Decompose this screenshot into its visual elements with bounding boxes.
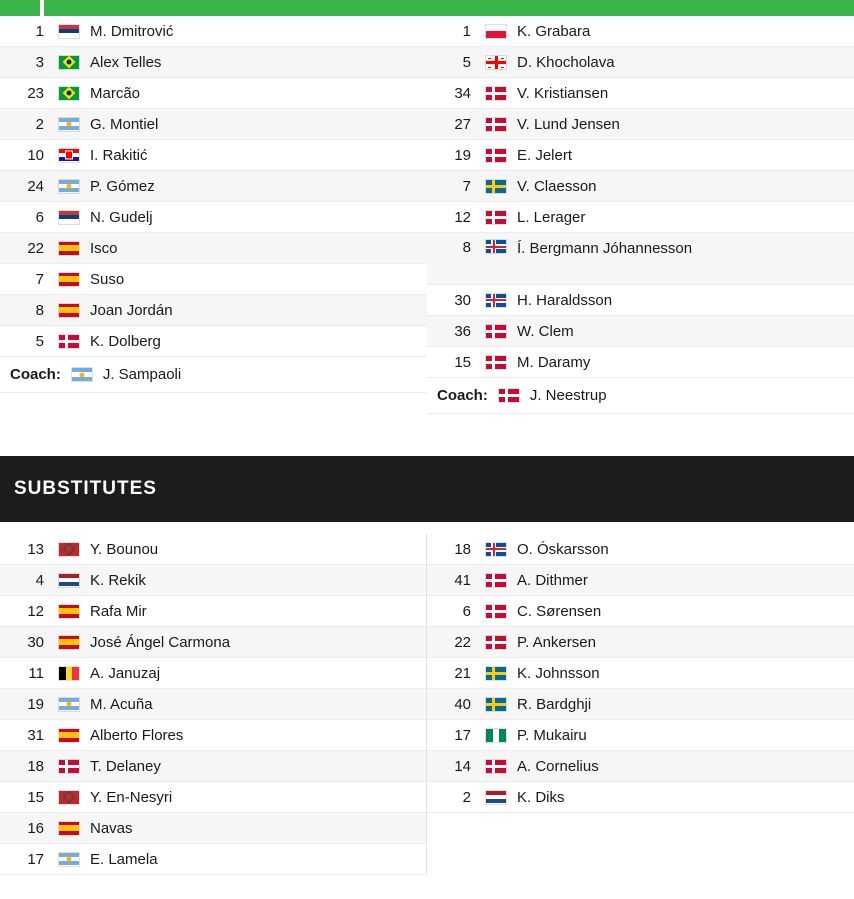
player-number: 6: [462, 602, 471, 620]
player-name: José Ángel Carmona: [90, 633, 231, 651]
player-number: 15: [454, 353, 471, 371]
player-name: A. Cornelius: [517, 757, 599, 775]
player-number: 8: [462, 239, 471, 256]
flag-icon: [58, 728, 80, 743]
player-number: 27: [454, 115, 471, 133]
player-row[interactable]: [427, 596, 854, 627]
player-name: Rafa Mir: [90, 602, 147, 620]
flag-icon: [58, 697, 80, 712]
player-number: 23: [27, 84, 44, 102]
player-name: K. Johnsson: [517, 664, 600, 682]
player-row[interactable]: [0, 326, 427, 357]
substitutes-lists: [0, 534, 854, 875]
player-name: P. Ankersen: [517, 633, 596, 651]
flag-icon: [58, 790, 80, 805]
player-row[interactable]: [427, 751, 854, 782]
flag-icon: [58, 117, 80, 132]
flag-icon: [58, 852, 80, 867]
player-number: 4: [35, 571, 44, 589]
player-name: Alberto Flores: [90, 726, 184, 744]
player-number: 14: [454, 757, 471, 775]
flag-icon: [58, 241, 80, 256]
player-row[interactable]: [0, 233, 427, 264]
player-name: V. Lund Jensen: [517, 115, 620, 133]
player-name: R. Bardghji: [517, 695, 592, 713]
player-row[interactable]: [0, 813, 426, 844]
player-name: K. Diks: [517, 788, 565, 806]
away-coach-label: Coach:: [437, 387, 488, 404]
flag-icon: [485, 542, 507, 557]
player-row[interactable]: [0, 782, 426, 813]
substitutes-title: SUBSTITUTES: [14, 478, 157, 499]
player-name: V. Kristiansen: [517, 84, 609, 102]
player-name: C. Sørensen: [517, 602, 602, 620]
player-number: 41: [454, 571, 471, 589]
player-name: A. Januzaj: [90, 664, 161, 682]
player-number: 19: [454, 146, 471, 164]
player-name: K. Dolberg: [90, 332, 161, 350]
flag-icon: [485, 666, 507, 681]
player-name: Marcão: [90, 84, 141, 102]
player-number: 24: [27, 177, 44, 195]
player-number: 22: [454, 633, 471, 651]
player-number: 2: [35, 115, 44, 133]
flag-icon: [485, 148, 507, 163]
player-name: E. Lamela: [90, 850, 158, 868]
flag-icon: [485, 355, 507, 370]
player-name: G. Montiel: [90, 115, 159, 133]
player-number: 18: [454, 540, 471, 558]
player-row[interactable]: [0, 627, 426, 658]
player-row[interactable]: [427, 316, 854, 347]
player-row[interactable]: [0, 140, 427, 171]
flag-icon: [58, 604, 80, 619]
player-name: A. Dithmer: [517, 571, 588, 589]
flag-icon: [58, 334, 80, 349]
flag-icon: [58, 542, 80, 557]
flag-icon: [58, 272, 80, 287]
player-row[interactable]: [0, 171, 427, 202]
player-name: W. Clem: [517, 322, 574, 340]
flag-icon: [58, 821, 80, 836]
player-row[interactable]: [427, 140, 854, 171]
player-number: 7: [462, 177, 471, 195]
home-coach-name: J. Sampaoli: [102, 366, 182, 383]
away-substitutes-column: [427, 534, 854, 875]
player-number: 16: [27, 819, 44, 837]
player-row[interactable]: [0, 534, 426, 565]
player-name: E. Jelert: [517, 146, 573, 164]
starting-lineups: [0, 16, 854, 414]
player-number: 15: [27, 788, 44, 806]
player-name: P. Mukairu: [517, 726, 587, 744]
flag-icon: [58, 635, 80, 650]
player-row[interactable]: [0, 751, 426, 782]
flag-icon: [485, 117, 507, 132]
flag-icon: [58, 210, 80, 225]
player-name: Alex Telles: [90, 53, 162, 71]
player-name: Joan Jordán: [90, 301, 173, 319]
player-name: K. Grabara: [517, 22, 591, 40]
flag-icon: [58, 24, 80, 39]
player-number: 1: [462, 22, 471, 40]
player-number: 12: [27, 602, 44, 620]
player-row[interactable]: [427, 689, 854, 720]
away-lineup-column: [427, 16, 854, 414]
player-row[interactable]: [427, 347, 854, 378]
flag-icon: [485, 728, 507, 743]
flag-icon: [58, 666, 80, 681]
player-row[interactable]: [427, 47, 854, 78]
flag-icon: [485, 179, 507, 194]
player-number: 10: [27, 146, 44, 164]
player-row[interactable]: [0, 16, 427, 47]
player-row[interactable]: [0, 689, 426, 720]
player-name: N. Gudelj: [90, 208, 153, 226]
player-name: L. Lerager: [517, 208, 586, 226]
player-number: 7: [35, 270, 44, 288]
player-number: 30: [27, 633, 44, 651]
top-green-strip: [0, 0, 854, 16]
flag-icon: [58, 303, 80, 318]
player-row[interactable]: [0, 295, 427, 326]
player-row[interactable]: [427, 109, 854, 140]
player-row[interactable]: [0, 596, 426, 627]
player-name: Navas: [90, 819, 133, 837]
player-number: 17: [454, 726, 471, 744]
player-row[interactable]: [427, 202, 854, 233]
home-coach-row: [0, 357, 427, 393]
player-name: H. Haraldsson: [517, 291, 613, 309]
flag-icon: [485, 210, 507, 225]
flag-icon: [58, 179, 80, 194]
player-row[interactable]: [427, 627, 854, 658]
player-row[interactable]: [0, 202, 427, 233]
flag-icon: [485, 24, 507, 39]
player-number: 12: [454, 208, 471, 226]
player-row[interactable]: [427, 782, 854, 813]
flag-icon: [498, 388, 520, 403]
player-number: 21: [454, 664, 471, 682]
substitutes-header: [0, 456, 854, 522]
flag-icon: [58, 55, 80, 70]
player-name: V. Claesson: [517, 177, 597, 195]
flag-icon: [58, 573, 80, 588]
player-row[interactable]: [0, 658, 426, 689]
flag-icon: [485, 55, 507, 70]
player-name: T. Delaney: [90, 757, 161, 775]
player-row[interactable]: [427, 171, 854, 202]
player-number: 22: [27, 239, 44, 257]
flag-icon: [485, 86, 507, 101]
home-substitutes-column: [0, 534, 427, 875]
home-lineup-column: [0, 16, 427, 393]
player-number: 11: [28, 664, 44, 682]
flag-icon: [485, 604, 507, 619]
player-row[interactable]: [0, 844, 426, 875]
player-row[interactable]: [427, 285, 854, 316]
player-row[interactable]: [0, 720, 426, 751]
player-name: M. Daramy: [517, 353, 591, 371]
player-number: 2: [462, 788, 471, 806]
player-name: K. Rekik: [90, 571, 146, 589]
player-row[interactable]: [427, 16, 854, 47]
player-name: Isco: [90, 239, 118, 257]
player-number: 5: [462, 53, 471, 71]
player-number: 18: [27, 757, 44, 775]
flag-icon: [485, 635, 507, 650]
player-number: 8: [35, 301, 44, 319]
player-row[interactable]: [0, 78, 427, 109]
player-number: 34: [454, 84, 471, 102]
player-number: 40: [454, 695, 471, 713]
player-number: 19: [27, 695, 44, 713]
flag-icon: [71, 367, 93, 382]
player-name: O. Óskarsson: [517, 540, 609, 558]
player-name: M. Dmitrović: [90, 22, 174, 40]
away-coach-name: J. Neestrup: [529, 387, 607, 404]
player-row[interactable]: [0, 47, 427, 78]
flag-icon: [485, 759, 507, 774]
player-number: 3: [35, 53, 44, 71]
player-number: 6: [35, 208, 44, 226]
player-name: M. Acuña: [90, 695, 153, 713]
flag-icon: [58, 759, 80, 774]
player-row[interactable]: [427, 720, 854, 751]
player-number: 5: [35, 332, 44, 350]
away-coach-row: [427, 378, 854, 414]
player-number: 13: [27, 540, 44, 558]
player-row[interactable]: [427, 78, 854, 109]
player-row[interactable]: [427, 565, 854, 596]
player-number: 30: [454, 291, 471, 309]
flag-icon: [485, 239, 507, 254]
player-number: 31: [27, 726, 44, 744]
player-row[interactable]: [427, 233, 854, 285]
flag-icon: [58, 86, 80, 101]
home-coach-label: Coach:: [10, 366, 61, 383]
player-name: I. Rakitić: [90, 146, 148, 164]
flag-icon: [485, 293, 507, 308]
player-name: P. Gómez: [90, 177, 155, 195]
player-name: Í. Bergmann Jóhannesson: [517, 240, 693, 257]
player-name: Y. Bounou: [90, 540, 159, 558]
player-row[interactable]: [0, 264, 427, 295]
player-row[interactable]: [0, 565, 426, 596]
flag-icon: [485, 573, 507, 588]
flag-icon: [485, 790, 507, 805]
player-name: Suso: [90, 270, 125, 288]
player-number: 36: [454, 322, 471, 340]
player-row[interactable]: [427, 534, 854, 565]
flag-icon: [485, 324, 507, 339]
player-row[interactable]: [427, 658, 854, 689]
flag-icon: [58, 148, 80, 163]
player-name: D. Khocholava: [517, 53, 615, 71]
player-row[interactable]: [0, 109, 427, 140]
player-number: 17: [27, 850, 44, 868]
flag-icon: [485, 697, 507, 712]
player-number: 1: [35, 22, 44, 40]
player-name: Y. En-Nesyri: [90, 788, 173, 806]
